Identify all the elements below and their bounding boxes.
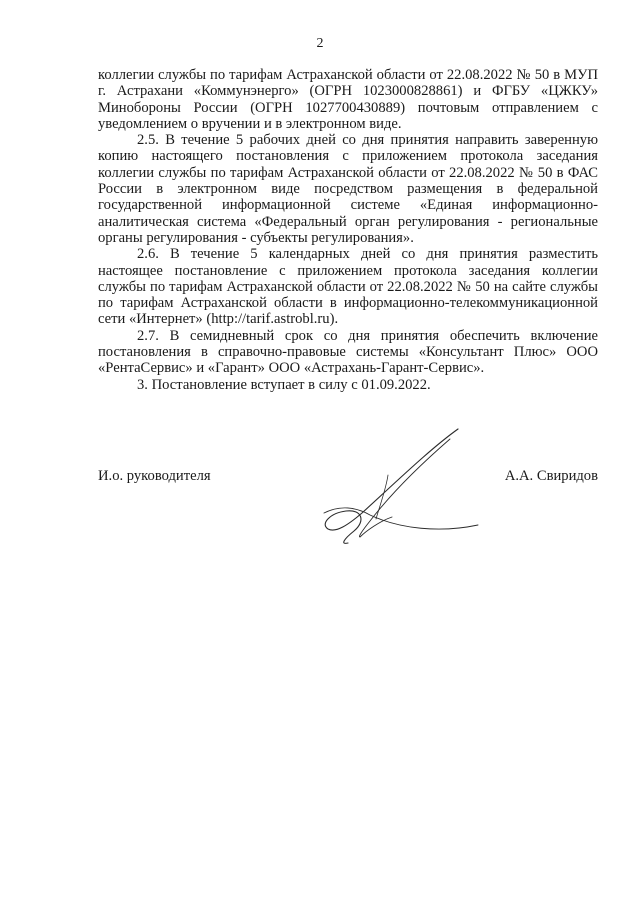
handwritten-signature — [300, 425, 480, 555]
document-body — [98, 67, 598, 393]
signatory-position: И.о. руководителя — [98, 468, 211, 484]
paragraph-2-6: 2.6. В течение 5 календарных дней со дня принятия разместить настоящее постановление с приложением протокола заседания коллегии службы по тарифам Астраханской области от 22.08.2022 № 50 на сайте службы по тарифам Астраханской области в информационно-телекоммуникационной сети «Интернет» (http://tarif.astrobl.ru). — [98, 246, 598, 328]
paragraph-3: 3. Постановление вступает в силу с 01.09.2022. — [137, 376, 431, 393]
signatory-name: А.А. Свиридов — [504, 468, 598, 484]
paragraph-2-5: 2.5. В течение 5 рабочих дней со дня принятия направить заверенную копию настоящего постановления с приложением протокола заседания коллегии службы по тарифам Астраханской области от 22.08.2022 № 50 в ФАС России в электронном виде посредством размещения в федеральной государственной информационной системе «Единая информационно-аналитическая система «Федеральный орган регулирования - региональные органы регулирования - субъекты регулирования». — [98, 132, 598, 246]
page-number: 2 — [316, 36, 324, 51]
paragraph-continuation: коллегии службы по тарифам Астраханской области от 22.08.2022 № 50 в МУП г. Астрахани «Коммунэнерго» (ОГРН 1023000828861) и ФГБУ «ЦЖКУ» Минобороны России (ОГРН 1027700430889) почтовым отправлением с уведомлением о вручении и в электронном виде. — [98, 67, 598, 132]
paragraph-2-7: 2.7. В семидневный срок со дня принятия обеспечить включение постановления в справочно-правовые системы «Консультант Плюс» ООО «РентаСервис» и «Гарант» ООО «Астрахань-Гарант-Сервис». — [98, 327, 598, 377]
